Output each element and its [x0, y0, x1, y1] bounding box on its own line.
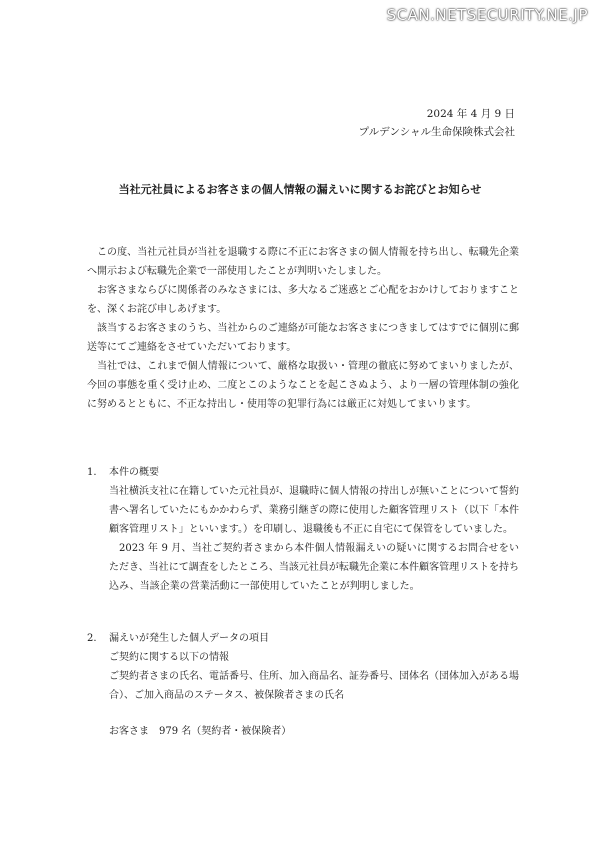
section-leaked-items — [87, 629, 519, 705]
section-heading — [87, 629, 519, 648]
affected-count: お客さま 979 名（契約者・被保険者） — [109, 726, 292, 737]
site-watermark: SCAN.NETSECURITY.NE.JP — [386, 6, 588, 24]
company-name: プルデンシャル生命保険株式会社 — [358, 126, 515, 138]
section-paragraph: 2023 年 9 月、当社ご契約者さまから本件個人情報漏えいの疑いに関するお問合せをいただき、当社にて調査をしたところ、当該元社員が転職先企業に本件顧客管理リストを持ち込み、当該企業の営業活動に一部使用していたことが判明しました。 — [109, 543, 519, 592]
section-title: 漏えいが発生した個人データの項目 — [109, 633, 269, 644]
document-date: 2024 年 4 月 9 日 — [426, 108, 515, 120]
section-overview — [87, 463, 519, 596]
intro-paragraph: 当社では、これまで個人情報について、厳格な取扱い・管理の徹底に努めてまいりましたが、今回の事態を重く受け止め、二度とこのようなことを起こさぬよう、より一層の管理体制の強化に努めるとともに、不正な持出し・使用等の犯罪行為には厳正に対処してまいります。 — [87, 361, 519, 410]
section-title: 本件の概要 — [109, 467, 159, 478]
section-subheading: ご契約に関する以下の情報 — [109, 652, 229, 663]
intro-paragraph: お客さまならびに関係者のみなさまには、多大なるご迷惑とご心配をおかけしておりますことを、深くお詫び申しあげます。 — [87, 285, 519, 315]
section-number: 2. — [87, 633, 97, 644]
section-paragraph: 当社横浜支社に在籍していた元社員が、退職時に個人情報の持出しが無いことについて誓約書へ署名していたにもかかわらず、業務引継ぎの際に使用した顧客管理リスト（以下「本件顧客管理リスト」といいます。）を印刷し、退職後も不正に自宅にて保管をしていました。 — [109, 486, 519, 535]
leaked-items-list: ご契約者さまの氏名、電話番号、住所、加入商品名、証券番号、団体名（団体加入がある場合）、ご加入商品のステータス、被保険者さまの氏名 — [109, 671, 519, 701]
section-heading — [87, 463, 519, 482]
document-title: 当社元社員によるお客さまの個人情報の漏えいに関するお詫びとお知らせ — [118, 183, 482, 196]
intro-section — [87, 243, 519, 414]
intro-paragraph: この度、当社元社員が当社を退職する際に不正にお客さまの個人情報を持ち出し、転職先企業へ開示および転職先企業で一部使用したことが判明いたしました。 — [87, 247, 519, 277]
intro-paragraph: 該当するお客さまのうち、当社からのご連絡が可能なお客さまにつきましてはすでに個別に郵送等にてご連絡をさせていただいております。 — [87, 323, 519, 353]
section-number: 1. — [87, 467, 97, 478]
